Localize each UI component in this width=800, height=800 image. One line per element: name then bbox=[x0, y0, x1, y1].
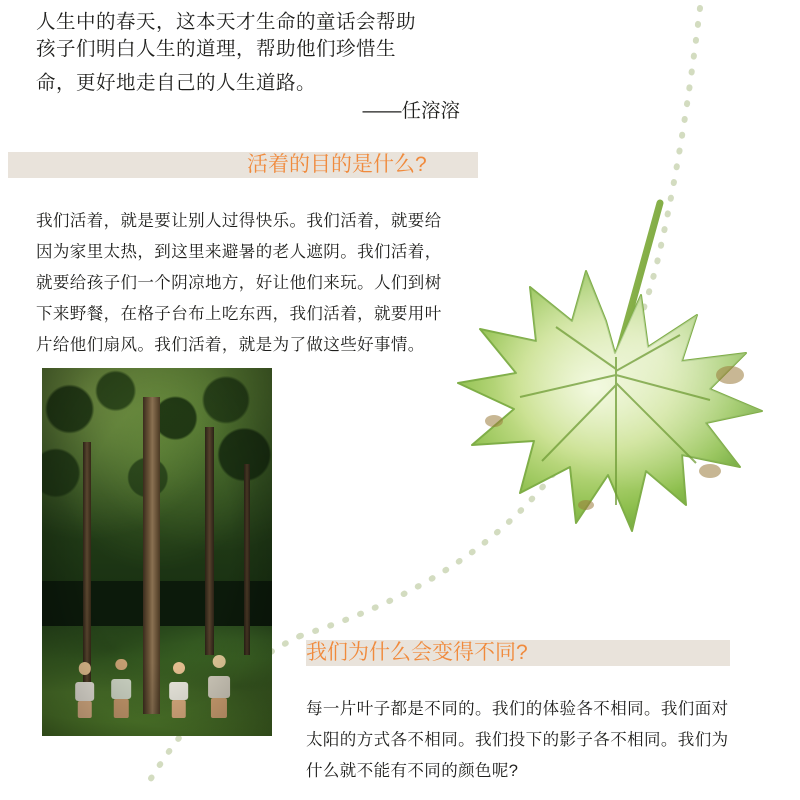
paragraph-line: 因为家里太热，到这里来避暑的老人遮阴。我们活着， bbox=[36, 243, 442, 261]
quote-line: 孩子们明白人生的道理，帮助他们珍惜生 bbox=[36, 38, 397, 60]
forest-photograph bbox=[42, 368, 272, 736]
section-heading-1: 活着的目的是什么? bbox=[247, 153, 427, 176]
section-paragraph-2 bbox=[306, 694, 736, 794]
paragraph-line: 片给他们扇风。我们活着，就是为了做这些好事情。 bbox=[36, 336, 425, 354]
quote-attribution: ——任溶溶 bbox=[362, 100, 460, 122]
quote-line: 人生中的春天，这本天才生命的童话会帮助 bbox=[36, 11, 417, 32]
section-heading-2: 我们为什么会变得不同? bbox=[306, 641, 528, 664]
top-quote-block bbox=[36, 6, 456, 100]
maple-leaf-illustration bbox=[410, 175, 790, 595]
quote-line: 命，更好地走自己的人生道路。 bbox=[36, 72, 317, 94]
paragraph-line: 太阳的方式各不相同。我们投下的影子各不相同。我们为 bbox=[306, 731, 729, 749]
paragraph-line: 什么就不能有不同的颜色呢? bbox=[306, 762, 519, 780]
paragraph-line: 每一片叶子都是不同的。我们的体验各不相同。我们面对 bbox=[306, 700, 729, 718]
paragraph-line: 下来野餐，在格子台布上吃东西，我们活着，就要用叶 bbox=[36, 305, 442, 323]
paragraph-line: 我们活着，就是要让别人过得快乐。我们活着，就要给 bbox=[36, 212, 442, 230]
paragraph-line: 就要给孩子们一个阴凉地方，好让他们来玩。人们到树 bbox=[36, 274, 442, 292]
